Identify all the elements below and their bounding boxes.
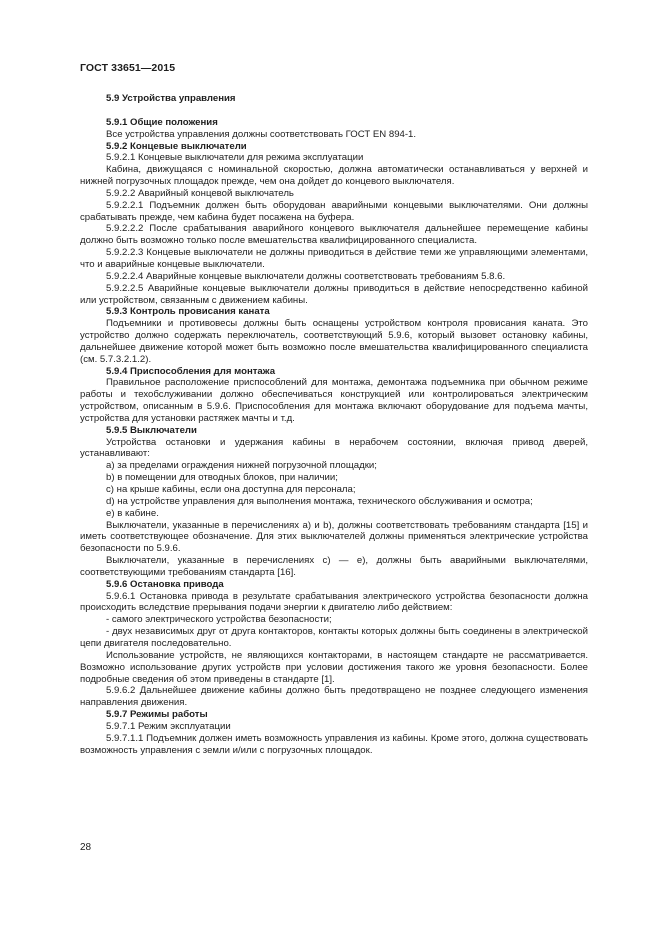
- paragraph: 5.9.2.2 Аварийный концевой выключатель: [106, 187, 294, 199]
- paragraph: 5.9.2.2.3 Концевые выключатели не должны приводиться в действие теми же управляющими элементами, что и аварийные концевые выключатели.: [80, 247, 588, 270]
- page-number: 28: [80, 842, 92, 853]
- subsection-heading-5-9-4: 5.9.4 Приспособления для монтажа: [106, 365, 276, 377]
- list-item: d) на устройстве управления для выполнения монтажа, технического обслуживания и осмотра;: [106, 495, 533, 507]
- paragraph: Выключатели, указанные в перечислениях c) — e), должны быть аварийными выключателями, соответствующими требованиям стандарта [16].: [80, 555, 588, 578]
- subsection-heading-5-9-5: 5.9.5 Выключатели: [106, 424, 197, 436]
- paragraph: 5.9.7.1.1 Подъемник должен иметь возможность управления из кабины. Кроме этого, должна существовать возможность управления с земли и/или с погрузочных площадок.: [80, 732, 588, 756]
- paragraph: Выключатели, указанные в перечислениях а) и b), должны соответствовать требованиям стандарта [15] и иметь соответствующее обозначение. Для этих выключателей должны применяться электрические устройства безопасности по 5.9.6.: [80, 519, 588, 555]
- paragraph: Все устройства управления должны соответствовать ГОСТ EN 894-1.: [106, 128, 417, 140]
- list-item: c) на крыше кабины, если она доступна для персонала;: [106, 484, 356, 495]
- list-item: e) в кабине.: [106, 507, 159, 519]
- document-header: ГОСТ 33651—2015: [80, 62, 176, 74]
- list-item: b) в помещении для отводных блоков, при наличии;: [106, 472, 338, 484]
- paragraph: 5.9.2.2.1 Подъемник должен быть оборудован аварийными концевыми выключателями. Они должны срабатывать прежде, чем кабина будет посажена на буфера.: [80, 199, 588, 223]
- paragraph: Правильное расположение приспособлений для монтажа, демонтажа подъемника при обычном режиме работы и техобслуживании должно обеспечиваться конструкцией или контролироваться электрическим устройством, описанным в 5.9.6. Приспособления для монтажа включают оборудование для подъема мачты, устройства для установки растяжек мачты и т.д.: [80, 377, 588, 424]
- paragraph: 5.9.7.1 Режим эксплуатации: [106, 720, 231, 732]
- subsection-heading-5-9-6: 5.9.6 Остановка привода: [106, 578, 224, 590]
- list-item: - самого электрического устройства безопасности;: [106, 614, 332, 626]
- paragraph: Устройства остановки и удержания кабины в нерабочем состоянии, включая привод дверей, устанавливают:: [80, 436, 588, 460]
- paragraph: 5.9.6.1 Остановка привода в результате срабатывания электрического устройства безопасности должна происходить вследствие прерывания подачи энергии к двигателю либо действием:: [80, 590, 588, 614]
- list-item: а) за пределами ограждения нижней погрузочной площадки;: [106, 460, 377, 472]
- paragraph: 5.9.2.2.5 Аварийные концевые выключатели должны приводиться в действие непосредственно кабиной или устройством, связанным с движением кабины.: [80, 282, 588, 306]
- document-body: [80, 93, 588, 756]
- paragraph: 5.9.2.1 Концевые выключатели для режима эксплуатации: [106, 152, 364, 164]
- subsection-heading-5-9-7: 5.9.7 Режимы работы: [106, 709, 208, 721]
- subsection-heading-5-9-3: 5.9.3 Контроль провисания каната: [106, 306, 270, 318]
- paragraph: 5.9.2.2.4 Аварийные концевые выключатели должны соответствовать требованиям 5.8.6.: [106, 270, 506, 282]
- subsection-heading-5-9-2: 5.9.2 Концевые выключатели: [106, 140, 247, 152]
- subsection-heading-5-9-1: 5.9.1 Общие положения: [106, 116, 218, 128]
- paragraph: 5.9.6.2 Дальнейшее движение кабины должно быть предотвращено не позднее следующего изменения направления движения.: [80, 685, 588, 709]
- list-item: - двух независимых друг от друга контакторов, контакты которых должны быть соединены в электрической цепи двигателя последовательно.: [80, 626, 588, 649]
- paragraph: Кабина, движущаяся с номинальной скоростью, должна автоматически останавливаться у верхней и нижней погрузочных площадок прежде, чем она дойдет до концевого выключателя.: [80, 164, 588, 188]
- paragraph: 5.9.2.2.2 После срабатывания аварийного концевого выключателя дальнейшее перемещение кабины должно быть возможно только после вмешательства квалифицированного специалиста.: [80, 223, 588, 247]
- paragraph: Использование устройств, не являющихся контакторами, в настоящем стандарте не рассматривается. Возможно использование других устройств при условии достижения такого же уровня безопасности. Более подробные сведения об этом приведены в стандарте [1].: [80, 649, 588, 685]
- paragraph: Подъемники и противовесы должны быть оснащены устройством контроля провисания каната. Это устройство должно содержать переключатель, соответствующий 5.9.6, который вызовет остановку кабины, дальнейшее движение которой может быть возможно после вмешательства квалифицированного специалиста (см. 5.7.3.2.1.2).: [80, 318, 588, 365]
- section-heading: 5.9 Устройства управления: [106, 93, 236, 104]
